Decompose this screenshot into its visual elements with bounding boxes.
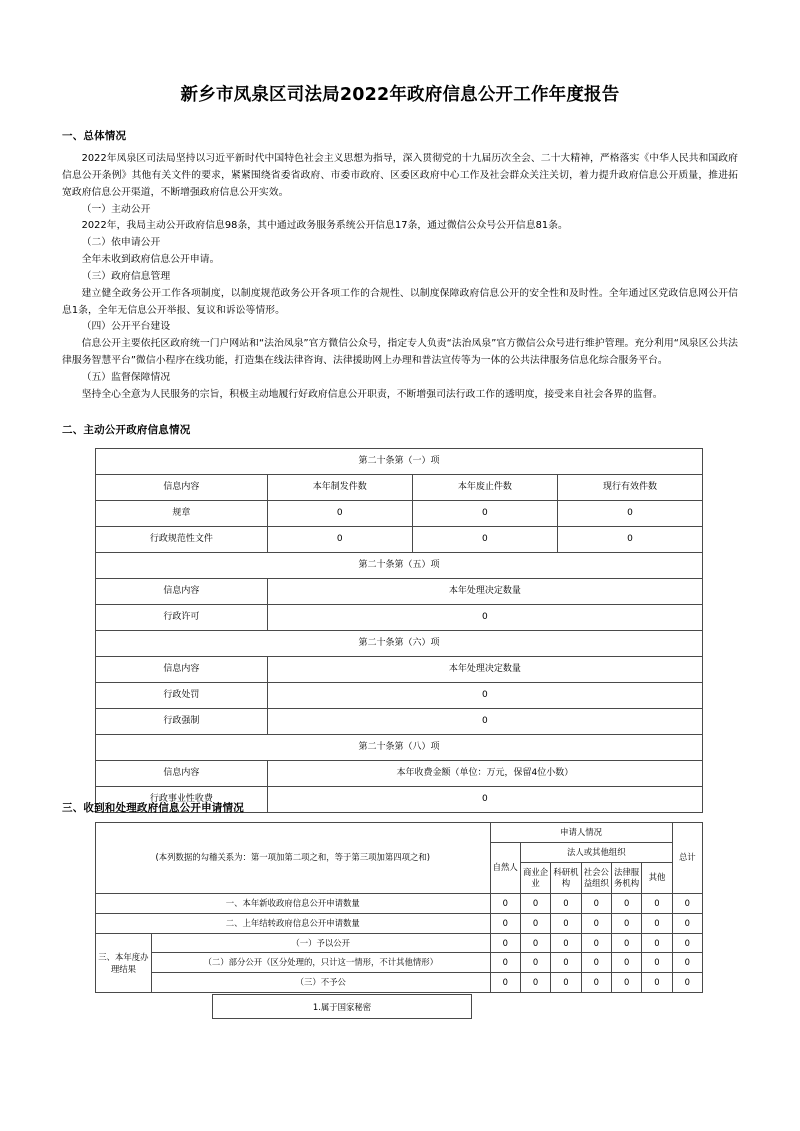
group3-row-0-value-3: 0 xyxy=(581,933,611,953)
row-0-value-5: 0 xyxy=(642,893,672,913)
row-1-value-3: 0 xyxy=(581,913,611,933)
section-1-sub-1-heading: （一）主动公开 xyxy=(81,203,151,215)
block1-row0-value-0: 0 xyxy=(267,501,412,527)
block2-title: 第二十条第（五）项 xyxy=(96,553,703,579)
section-1-sub-3-heading: （三）政府信息管理 xyxy=(81,270,171,282)
legal-subcol-3: 法律服务机构 xyxy=(611,862,641,893)
block4-row0-value-0: 0 xyxy=(267,787,702,813)
clipped-row-value-3: 0 xyxy=(581,973,611,993)
clipped-row-label: （三）不予公 xyxy=(151,973,490,993)
section-1-heading: 一、总体情况 xyxy=(62,130,127,142)
group3-row-1-value-5: 0 xyxy=(642,953,672,973)
table-row xyxy=(96,657,703,683)
proactive-disclosure-table-wrapper xyxy=(95,448,703,813)
block2-header-0: 信息内容 xyxy=(96,579,268,605)
block1-row0-value-1: 0 xyxy=(412,501,557,527)
section-1-sub-5-text: 坚持全心全意为人民服务的宗旨，积极主动地履行好政府信息公开职责，不断增强司法行政工作的透明度，接受来自社会各界的监督。 xyxy=(81,388,663,400)
group3-row-0-value-2: 0 xyxy=(551,933,581,953)
block3-row0-label: 行政处罚 xyxy=(96,683,268,709)
page-title: 新乡市凤泉区司法局2022年政府信息公开工作年度报告 xyxy=(180,85,620,105)
table-row xyxy=(96,527,703,553)
row-0-value-4: 0 xyxy=(611,893,641,913)
block1-title: 第二十条第（一）项 xyxy=(96,449,703,475)
block2-row0-value-0: 0 xyxy=(267,605,702,631)
clipped-row-value-2: 0 xyxy=(551,973,581,993)
table-row xyxy=(96,709,703,735)
group3-row-0-label: （一）予以公开 xyxy=(151,933,490,953)
block1-row0-value-2: 0 xyxy=(557,501,702,527)
section-1-sub-2-text: 全年未收到政府信息公开申请。 xyxy=(81,254,220,266)
block4-title: 第二十条第（八）项 xyxy=(96,735,703,761)
block3-row1-value-0: 0 xyxy=(267,709,702,735)
group3-row-1-value-3: 0 xyxy=(581,953,611,973)
section-1-sub-3-text: 建立健全政务公开工作各项制度，以制度规范政务公开各项工作的合规性、以制度保障政府信息公开的安全性和及时性。全年通过区党政信息网公开信息1条，全年无信息公开举报、复议和诉讼等情形。 xyxy=(62,287,738,316)
block3-row1-label: 行政强制 xyxy=(96,709,268,735)
group3-row-0-value-5: 0 xyxy=(642,933,672,953)
row-0-value-1: 0 xyxy=(520,893,550,913)
clipped-row-value-1: 0 xyxy=(520,973,550,993)
row-1-value-6: 0 xyxy=(672,913,702,933)
block1-row0-label: 规章 xyxy=(96,501,268,527)
clipped-row-value-0: 0 xyxy=(490,973,520,993)
row-0-label: 一、本年新收政府信息公开申请数量 xyxy=(96,893,491,913)
section-1-intro-paragraph: 2022年凤泉区司法局坚持以习近平新时代中国特色社会主义思想为指导，深入贯彻党的十九届历次全会、二十大精神，严格落实《中华人民共和国政府信息公开条例》其他有关文件的要求，紧紧围绕省委省政府、市委市政府、区委区政府中心工作及社会群众关注关切，着力提升政府信息公开质量，推进拓宽政府信息公开渠道，不断增强政府信息公开实效。 xyxy=(62,153,738,198)
group3-row-1-value-4: 0 xyxy=(611,953,641,973)
group3-row-1-value-6: 0 xyxy=(672,953,702,973)
table-header-row xyxy=(96,823,703,843)
block1-row1-label: 行政规范性文件 xyxy=(96,527,268,553)
block3-row0-value-0: 0 xyxy=(267,683,702,709)
table-row xyxy=(96,501,703,527)
row-1-value-1: 0 xyxy=(520,913,550,933)
block3-title: 第二十条第（六）项 xyxy=(96,631,703,657)
document-body xyxy=(62,128,738,445)
clipped-row-sub-label: 1.属于国家秘密 xyxy=(212,994,472,1019)
table-row xyxy=(96,449,703,475)
table-row xyxy=(96,913,703,933)
applicant-group-header: 申请人情况 xyxy=(490,823,672,843)
balance-note: (本列数据的勾稽关系为：第一项加第二项之和，等于第三项加第四项之和) xyxy=(96,823,491,894)
table-row xyxy=(96,893,703,913)
clipped-row-value-5: 0 xyxy=(642,973,672,993)
row-1-value-0: 0 xyxy=(490,913,520,933)
group3-row-1-value-0: 0 xyxy=(490,953,520,973)
row-0-value-6: 0 xyxy=(672,893,702,913)
block1-row1-value-1: 0 xyxy=(412,527,557,553)
section-1-sub-2-heading: （二）依申请公开 xyxy=(81,237,161,249)
section-1-sub-4-text: 信息公开主要依托区政府统一门户网站和“法治凤泉”官方微信公众号，指定专人负责“法治凤泉”官方微信公众号进行维护管理。充分利用“凤泉区公共法律服务智慧平台”微信小程序在线功能，打造集在线法律咨询、法律援助网上办理和普法宣传等为一体的公共法律服务信息化综合服务平台。 xyxy=(62,338,738,367)
legal-entity-group-header: 法人或其他组织 xyxy=(520,842,672,862)
group3-row-0-value-6: 0 xyxy=(672,933,702,953)
legal-subcol-2: 社会公益组织 xyxy=(581,862,611,893)
legal-subcol-1: 科研机构 xyxy=(551,862,581,893)
block1-header-0: 信息内容 xyxy=(96,475,268,501)
block2-header-1: 本年处理决定数量 xyxy=(267,579,702,605)
block4-row0-label: 行政事业性收费 xyxy=(96,787,268,813)
section-1-sub-5-heading: （五）监督保障情况 xyxy=(81,371,171,383)
table-row xyxy=(96,475,703,501)
table-row xyxy=(96,953,703,973)
table-row xyxy=(96,761,703,787)
row-0-value-0: 0 xyxy=(490,893,520,913)
block1-header-1: 本年制发件数 xyxy=(267,475,412,501)
section-2-heading: 二、主动公开政府信息情况 xyxy=(62,423,191,436)
row-0-value-3: 0 xyxy=(581,893,611,913)
table-row xyxy=(96,579,703,605)
group3-row-0-value-4: 0 xyxy=(611,933,641,953)
table-row xyxy=(96,605,703,631)
block1-row1-value-2: 0 xyxy=(557,527,702,553)
requests-handling-table-wrapper xyxy=(95,822,703,1012)
table-row xyxy=(96,631,703,657)
group3-row-1-value-2: 0 xyxy=(551,953,581,973)
table-row xyxy=(96,973,703,993)
group3-row-1-label: （二）部分公开（区分处理的，只计这一情形，不计其他情形） xyxy=(151,953,490,973)
handling-result-group-label: 三、本年度办理结果 xyxy=(96,933,152,993)
block3-header-0: 信息内容 xyxy=(96,657,268,683)
legal-subcol-4: 其他 xyxy=(642,862,672,893)
group3-row-0-value-1: 0 xyxy=(520,933,550,953)
block4-header-0: 信息内容 xyxy=(96,761,268,787)
block1-header-3: 现行有效件数 xyxy=(557,475,702,501)
natural-person-header: 自然人 xyxy=(490,842,520,893)
section-3-heading: 三、收到和处理政府信息公开申请情况 xyxy=(62,802,244,814)
proactive-disclosure-table xyxy=(95,448,703,813)
block3-header-1: 本年处理决定数量 xyxy=(267,657,702,683)
section-1-sub-4-heading: （四）公开平台建设 xyxy=(81,321,171,333)
table-row xyxy=(96,683,703,709)
block1-header-2: 本年废止件数 xyxy=(412,475,557,501)
row-1-value-2: 0 xyxy=(551,913,581,933)
block1-row1-value-0: 0 xyxy=(267,527,412,553)
group3-row-0-value-0: 0 xyxy=(490,933,520,953)
total-column-header: 总计 xyxy=(672,823,702,894)
table-row xyxy=(96,735,703,761)
legal-subcol-0: 商业企业 xyxy=(520,862,550,893)
requests-handling-table xyxy=(95,822,703,993)
section-1-sub-1-text: 2022年，我局主动公开政府信息98条，其中通过政务服务系统公开信息17条，通过微信公众号公开信息81条。 xyxy=(81,220,568,232)
row-1-label: 二、上年结转政府信息公开申请数量 xyxy=(96,913,491,933)
table-row xyxy=(96,553,703,579)
clipped-row-value-6: 0 xyxy=(672,973,702,993)
table-row xyxy=(96,933,703,953)
clipped-row-value-4: 0 xyxy=(611,973,641,993)
row-1-value-5: 0 xyxy=(642,913,672,933)
group3-row-1-value-1: 0 xyxy=(520,953,550,973)
block4-header-1: 本年收费金额（单位：万元，保留4位小数） xyxy=(267,761,702,787)
block2-row0-label: 行政许可 xyxy=(96,605,268,631)
row-0-value-2: 0 xyxy=(551,893,581,913)
row-1-value-4: 0 xyxy=(611,913,641,933)
